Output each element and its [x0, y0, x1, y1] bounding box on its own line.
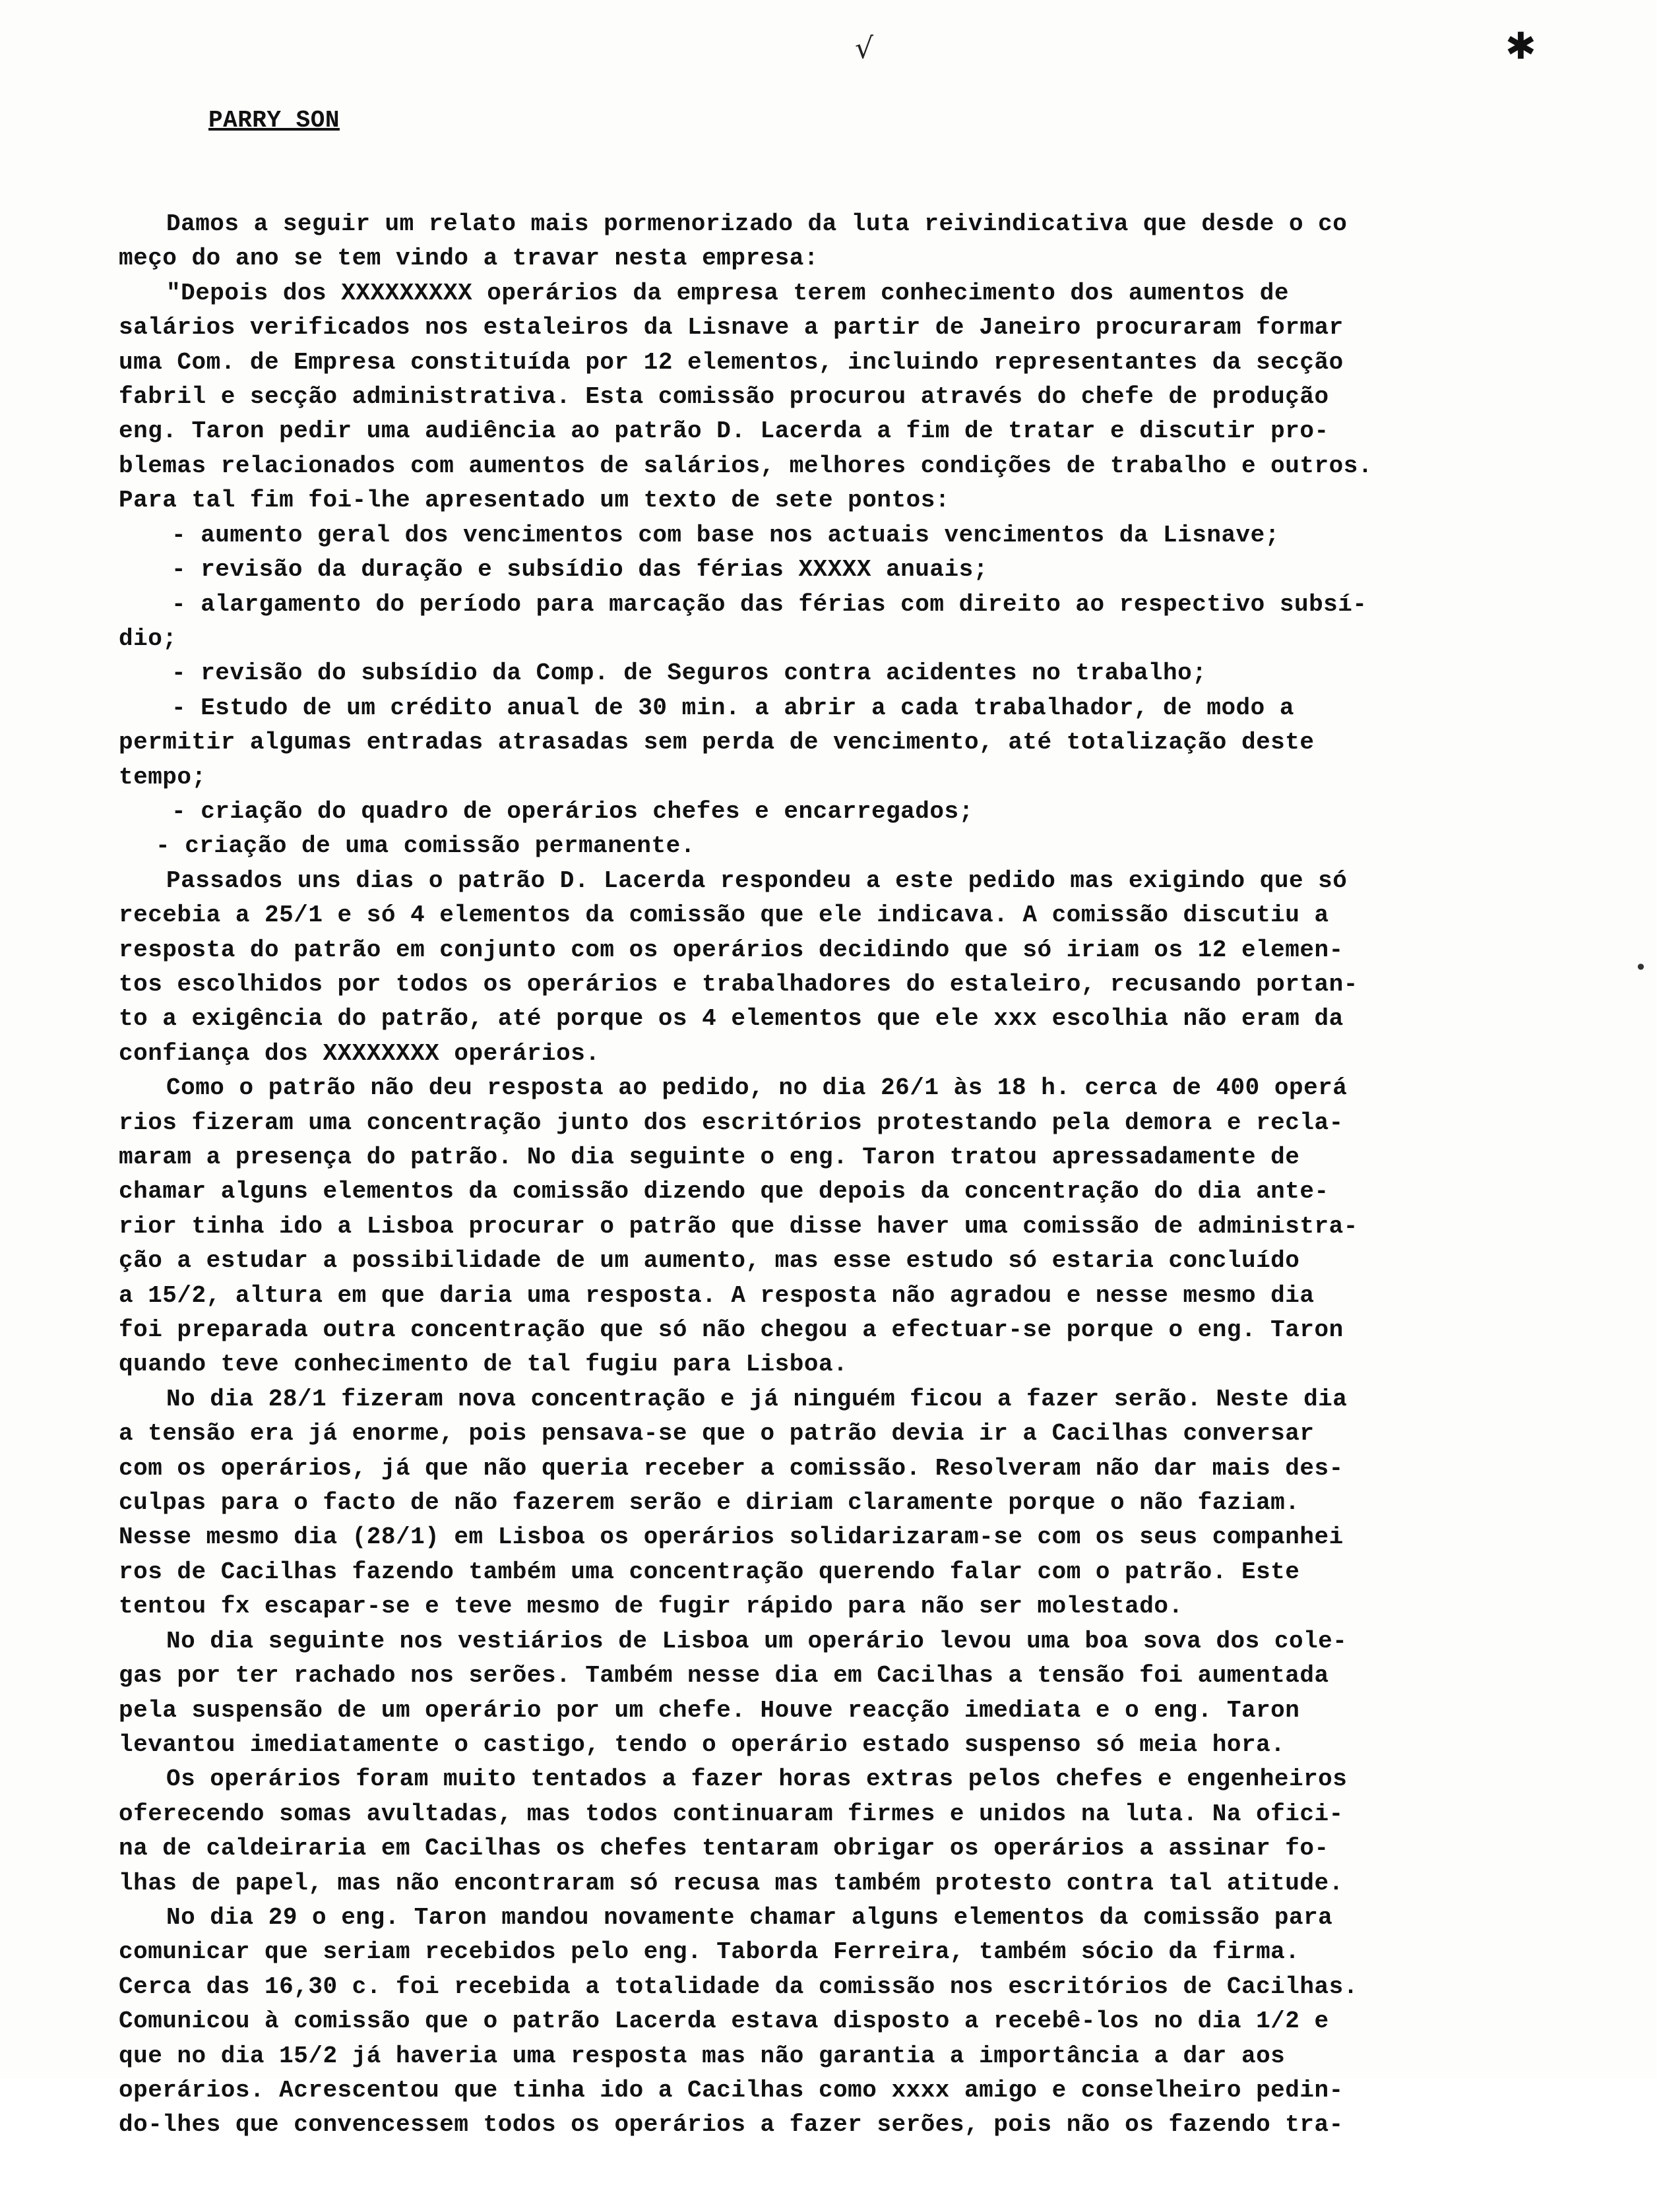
text-line: ros de Cacilhas fazendo também uma concentração querendo falar com o patrão. Este	[119, 1558, 1300, 1585]
document-heading: PARRY SON	[208, 106, 340, 134]
text-line: chamar alguns elementos da comissão dizendo que depois da concentração do dia ante-	[119, 1178, 1329, 1206]
text-line: lhas de papel, mas não encontraram só recusa mas também protesto contra tal atitude.	[119, 1869, 1344, 1897]
text-line: culpas para o facto de não fazerem serão e diriam claramente porque o não faziam.	[119, 1489, 1300, 1517]
text-line: "Depois dos XXXXXXXXX operários da empresa terem conhecimento dos aumentos de	[166, 279, 1289, 307]
text-line: rior tinha ido a Lisboa procurar o patrão que disse haver uma comissão de administra-	[119, 1212, 1358, 1240]
text-line: - criação de uma comissão permanente.	[156, 832, 695, 860]
text-line: ção a estudar a possibilidade de um aumento, mas esse estudo só estaria concluído	[119, 1247, 1300, 1275]
text-line: que no dia 15/2 já haveria uma resposta mas não garantia a importância a dar aos	[119, 2042, 1286, 2070]
text-line: No dia 29 o eng. Taron mandou novamente chamar alguns elementos da comissão para	[166, 1903, 1333, 1931]
text-line: resposta do patrão em conjunto com os operários decidindo que só iriam os 12 elemen-	[119, 936, 1344, 964]
text-line: - aumento geral dos vencimentos com base nos actuais vencimentos da Lisnave;	[172, 521, 1280, 549]
text-line: operários. Acrescentou que tinha ido a Cacilhas como xxxx amigo e conselheiro pedin-	[119, 2076, 1344, 2104]
handwritten-check-mark: √	[855, 32, 874, 65]
text-line: levantou imediatamente o castigo, tendo o operário estado suspenso só meia hora.	[119, 1731, 1286, 1758]
text-line: Comunicou à comissão que o patrão Lacerda estava disposto a recebê-los no dia 1/2 e	[119, 2008, 1329, 2035]
text-line: comunicar que seriam recebidos pelo eng. Taborda Ferreira, também sócio da firma.	[119, 1938, 1300, 1966]
text-line: oferecendo somas avultadas, mas todos continuaram firmes e unidos na luta. Na ofici-	[119, 1800, 1344, 1828]
text-line: permitir algumas entradas atrasadas sem perda de vencimento, até totalização deste	[119, 729, 1315, 756]
text-line: - alargamento do período para marcação das férias com direito ao respectivo subsí-	[172, 590, 1367, 618]
text-line: No dia 28/1 fizeram nova concentração e já ninguém ficou a fazer serão. Neste dia	[166, 1385, 1348, 1413]
text-line: do-lhes que convencessem todos os operários a fazer serões, pois não os fazendo tra-	[119, 2111, 1344, 2139]
text-line: Cerca das 16,30 c. foi recebida a totalidade da comissão nos escritórios de Cacilhas.	[119, 1973, 1358, 2000]
text-line: - revisão da duração e subsídio das férias XXXXX anuais;	[172, 556, 988, 584]
text-line: Passados uns dias o patrão D. Lacerda respondeu a este pedido mas exigindo que só	[166, 867, 1348, 894]
text-line: com os operários, já que não queria receber a comissão. Resolveram não dar mais des-	[119, 1454, 1344, 1482]
text-line: confiança dos XXXXXXXX operários.	[119, 1039, 600, 1067]
text-line: maram a presença do patrão. No dia seguinte o eng. Taron tratou apressadamente de	[119, 1144, 1300, 1171]
handwritten-corner-mark: ✱	[1505, 25, 1536, 68]
text-line: dio;	[119, 625, 177, 652]
text-line: Nesse mesmo dia (28/1) em Lisboa os operários solidarizaram-se com os seus companhei	[119, 1523, 1344, 1551]
text-line: No dia seguinte nos vestiários de Lisboa um operário levou uma boa sova dos cole-	[166, 1627, 1348, 1655]
text-line: - revisão do subsídio da Comp. de Seguros contra acidentes no trabalho;	[172, 660, 1207, 687]
text-line: meço do ano se tem vindo a travar nesta empresa:	[119, 245, 819, 272]
text-line: pela suspensão de um operário por um chefe. Houve reacção imediata e o eng. Taron	[119, 1696, 1300, 1724]
text-line: eng. Taron pedir uma audiência ao patrão D. Lacerda a fim de tratar e discutir pro-	[119, 417, 1329, 445]
text-line: - criação do quadro de operários chefes e encarregados;	[172, 797, 974, 825]
text-line: tempo;	[119, 763, 206, 791]
text-line: - Estudo de um crédito anual de 30 min. a abrir a cada trabalhador, de modo a	[172, 694, 1294, 722]
text-line: fabril e secção administrativa. Esta comissão procurou através do chefe de produção	[119, 383, 1329, 411]
text-line: blemas relacionados com aumentos de salários, melhores condições de trabalho e outros.	[119, 452, 1373, 479]
typed-text-body	[119, 34, 1610, 2212]
text-line: Os operários foram muito tentados a fazer horas extras pelos chefes e engenheiros	[166, 1766, 1348, 1793]
text-line: gas por ter rachado nos serões. Também nesse dia em Cacilhas a tensão foi aumentada	[119, 1662, 1329, 1690]
text-line: a 15/2, altura em que daria uma resposta. A resposta não agradou e nesse mesmo dia	[119, 1281, 1315, 1309]
text-line: recebia a 25/1 e só 4 elementos da comissão que ele indicava. A comissão discutiu a	[119, 902, 1329, 929]
text-line: foi preparada outra concentração que só não chegou a efectuar-se porque o eng. Taron	[119, 1316, 1344, 1344]
text-line: tos escolhidos por todos os operários e trabalhadores do estaleiro, recusando portan-	[119, 970, 1358, 998]
text-line: Damos a seguir um relato mais pormenorizado da luta reivindicativa que desde o co	[166, 210, 1348, 238]
text-line: Para tal fim foi-lhe apresentado um texto de sete pontos:	[119, 487, 950, 514]
text-line: a tensão era já enorme, pois pensava-se que o patrão devia ir a Cacilhas conversar	[119, 1420, 1315, 1448]
text-line: rios fizeram uma concentração junto dos escritórios protestando pela demora e recla-	[119, 1109, 1344, 1136]
text-line: na de caldeiraria em Cacilhas os chefes tentaram obrigar os operários a assinar fo-	[119, 1835, 1329, 1862]
margin-mark: •	[1635, 955, 1647, 980]
text-line: Como o patrão não deu resposta ao pedido, no dia 26/1 às 18 h. cerca de 400 operá	[166, 1074, 1348, 1102]
text-line: to a exigência do patrão, até porque os 4 elementos que ele xxx escolhia não eram da	[119, 1005, 1344, 1033]
text-line: salários verificados nos estaleiros da Lisnave a partir de Janeiro procuraram formar	[119, 314, 1344, 342]
text-line: uma Com. de Empresa constituída por 12 elementos, incluindo representantes da secção	[119, 348, 1344, 376]
text-lines	[119, 207, 1610, 2143]
text-line: quando teve conhecimento de tal fugiu para Lisboa.	[119, 1351, 848, 1378]
text-line: tentou fx escapar-se e teve mesmo de fugir rápido para não ser molestado.	[119, 1593, 1183, 1620]
